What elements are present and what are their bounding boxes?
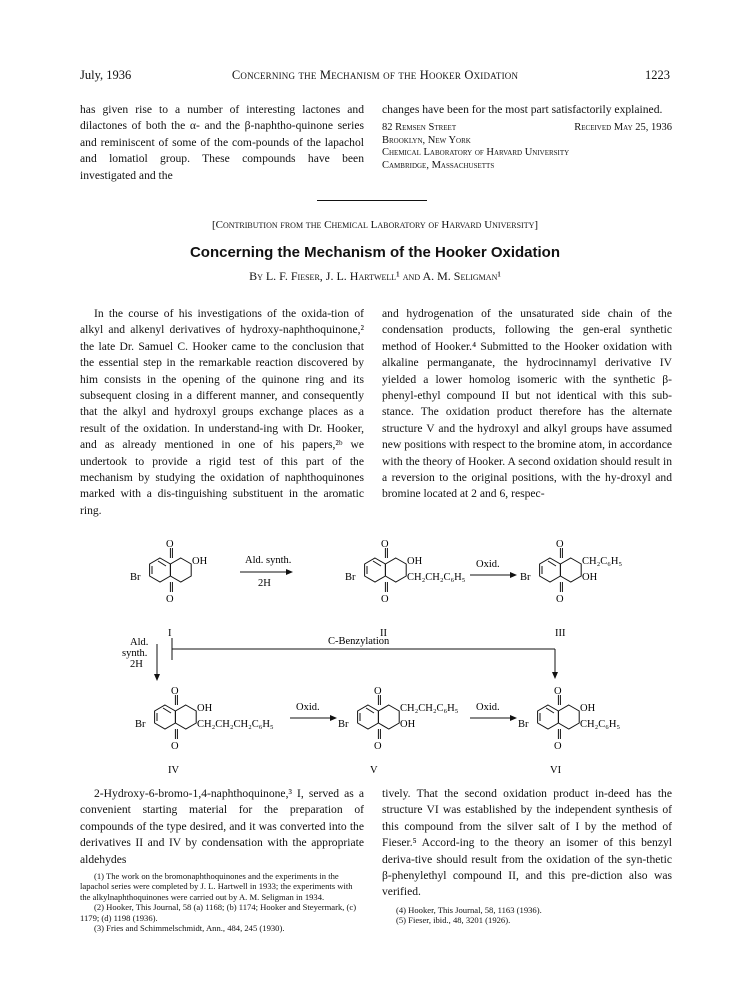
oxid-label-3: Oxid.	[476, 702, 500, 713]
footnote-1: (1) The work on the bromonaphthoquinones and the experiments in the lapachol series were completed by J. L. Hartwell in 1933; the experiments with the alkylnaphthoquinones were carried out by A. M. Seligman in 1934.	[80, 871, 353, 902]
structure-V	[358, 695, 400, 739]
III-oxygen-top: O	[556, 539, 564, 550]
structure-IV	[155, 695, 197, 739]
address-block	[382, 122, 672, 172]
structure-VI	[538, 695, 580, 739]
structure-I	[150, 548, 192, 592]
footnote-4: (4) Hooker, This Journal, 58, 1163 (1936).	[396, 904, 542, 915]
label-III: III	[555, 628, 566, 639]
header-running-title: Concerning the Mechanism of the Hooker Oxidation	[231, 68, 519, 82]
footnote-2: (2) Hooker, This Journal, 58 (a) 1168; (b) 1174; Hooker and Steyermark, (c) 1179; (d) 1198 (1936).	[80, 902, 357, 923]
I-oxygen-top: O	[166, 539, 174, 550]
prev-article-left-text: has given rise to a number of interesting lactones and dilactones of both the α- and the β-naphtho-quinone series and reminiscent of some of the com-pounds of the lapachol and lomatiol group. These compounds have been investigated and the	[80, 103, 364, 182]
c-benzylation-label: C-Benzylation	[328, 636, 390, 647]
oxid-label-1: Oxid.	[476, 559, 500, 570]
VI-oxygen-top: O	[554, 686, 562, 697]
body-left-bottom	[80, 786, 364, 933]
VI-oxygen-bottom: O	[554, 741, 562, 752]
III-substituent: CH₂C₆H₅	[582, 556, 623, 567]
IV-substituent: CH₂CH₂CH₂C₆H₅	[197, 719, 274, 730]
IV-bromine: Br	[135, 719, 146, 730]
prev-article-right	[382, 102, 672, 172]
footnotes-left	[80, 871, 364, 933]
III-hydroxyl: OH	[582, 572, 598, 583]
IV-hydroxyl: OH	[197, 703, 213, 714]
IV-oxygen-bottom: O	[171, 741, 179, 752]
contribution-line: [Contribution from the Chemical Laboratory of Harvard University]	[211, 219, 539, 231]
III-bromine: Br	[520, 572, 531, 583]
article-title: Concerning the Mechanism of the Hooker Oxidation	[189, 244, 561, 261]
II-oxygen-bottom: O	[381, 594, 389, 605]
paragraph-starting-material: 2-Hydroxy-6-bromo-1,4-naphthoquinone,³ I, served as a convenient starting material for the preparation of compounds of the type desired, and it was converted into the derivatives II and IV by condensation with the appropriate aldehydes	[80, 787, 364, 866]
address-line-3: Chemical Laboratory of Harvard University	[382, 147, 570, 159]
ald-label-b: synth.	[122, 648, 148, 659]
V-oxygen-bottom: O	[374, 741, 382, 752]
II-oxygen-top: O	[381, 539, 389, 550]
label-IV: IV	[168, 765, 180, 776]
IV-oxygen-top: O	[171, 686, 179, 697]
reaction-scheme	[100, 532, 660, 782]
paragraph-hydrogenation: and hydrogenation of the unsaturated side chain of the condensation products, following the gen-eral synthetic method of Hooker.⁴ Submitted to the Hooker oxidation with alkaline permanganate, the hydrocinnamyl derivative IV yielded a lower homolog isomeric with the synthetic β-phenyl-ethyl compound II but not identical with this sub-stance. The oxidation product therefore has the alternate structure V and the hydroxyl and alkyl groups have assumed new positions with respect to the bromine atom, in accordance with the theory of Hooker. A second oxidation should result in a reversion to the original positions, with the hy-droxyl and bromine located at 2 and 6, respec-	[382, 307, 672, 501]
paragraph-verification: tively. That the second oxidation product in-deed has the structure VI was established by the independent synthesis of this compound from the silver salt of I by the method of Fieser.⁵ Accord-ing to the theory an isomer of this benzyl deriva-tive should result from the oxidation of the syn-thetic β-phenylethyl compound II, and this pre-diction also was verified.	[382, 787, 672, 899]
I-bromine: Br	[130, 572, 141, 583]
I-oxygen-bottom: O	[166, 594, 174, 605]
article-authors: By L. F. Fieser, J. L. Hartwell¹ and A. M. Seligman¹	[249, 269, 501, 283]
address-line-2: Brooklyn, New York	[382, 134, 471, 146]
III-oxygen-bottom: O	[556, 594, 564, 605]
address-line-1: 82 Remsen Street	[382, 122, 457, 134]
structure-III	[540, 548, 582, 592]
V-substituent: CH₂CH₂C₆H₅	[400, 703, 459, 714]
received-date: Received May 25, 1936	[574, 122, 672, 134]
oxid-label-2: Oxid.	[296, 702, 320, 713]
VI-substituent: CH₂C₆H₅	[580, 719, 621, 730]
label-VI: VI	[550, 765, 562, 776]
VI-hydroxyl: OH	[580, 703, 596, 714]
label-V: V	[370, 765, 378, 776]
II-bromine: Br	[345, 572, 356, 583]
V-oxygen-top: O	[374, 686, 382, 697]
arrow1-sublabel: 2H	[258, 578, 271, 589]
header-page-number: 1223	[645, 68, 670, 82]
I-hydroxyl: OH	[192, 556, 208, 567]
ald-label-a: Ald.	[130, 637, 149, 648]
header-date: July, 1936	[80, 68, 132, 82]
body-left-top	[80, 306, 364, 519]
II-substituent: CH₂CH₂C₆H₅	[407, 572, 466, 583]
II-hydroxyl: OH	[407, 556, 423, 567]
VI-bromine: Br	[518, 719, 529, 730]
structure-II	[365, 548, 407, 592]
footnote-5: (5) Fieser, ibid., 48, 3201 (1926).	[396, 915, 511, 926]
V-bromine: Br	[338, 719, 349, 730]
prev-article-right-text: changes have been for the most part satisfactorily explained.	[382, 103, 663, 116]
footnote-3: (3) Fries and Schimmelschmidt, Ann., 484, 245 (1930).	[94, 923, 285, 934]
arrow1-label: Ald. synth.	[245, 555, 292, 566]
running-header	[80, 68, 670, 86]
address-line-4: Cambridge, Massachusetts	[382, 159, 495, 171]
body-right-bottom	[382, 786, 672, 926]
footnotes-right	[382, 905, 672, 926]
V-hydroxyl: OH	[400, 719, 416, 730]
label-II: II	[380, 628, 387, 639]
body-right-top	[382, 306, 672, 503]
article-divider	[317, 200, 427, 201]
label-I: I	[168, 628, 172, 639]
paragraph-intro: In the course of his investigations of the oxida-tion of alkyl and alkenyl derivatives of hydroxy-naphthoquinone,² the late Dr. Samuel C. Hooker came to the conclusion that the essential step in the remarkable reaction discovered by him consists in the opening of the quinone ring and its subsequent closing in a different manner, and consequently that the alkyl and hydroxyl groups exchange places as a result of the oxidation. In understand-ing with Dr. Hooker, and as already mentioned in one of his papers,²ᵇ we undertook to provide a rigid test of this part of the mechanism by studying the oxidation of naphthoquinones marked with a dis-tinguishing substituent in the aromatic ring.	[80, 307, 364, 517]
prev-article-left	[80, 102, 364, 184]
ald-label-c: 2H	[130, 659, 143, 670]
